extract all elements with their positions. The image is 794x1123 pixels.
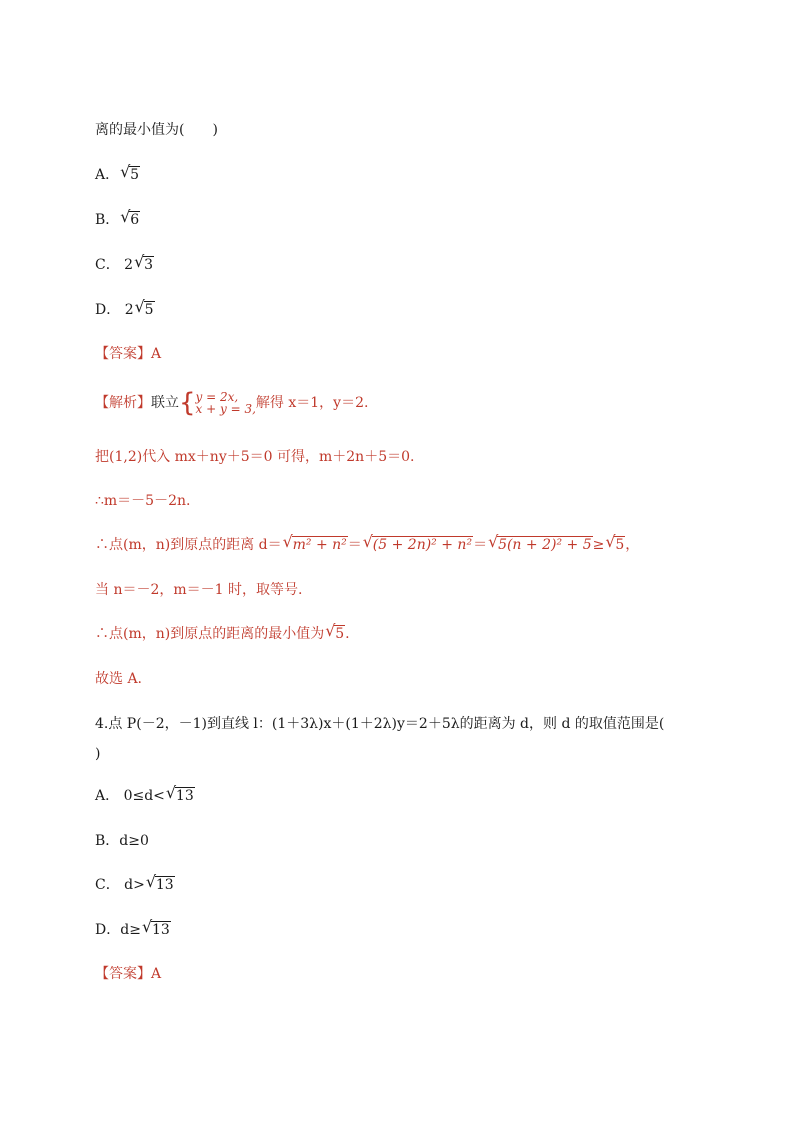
q3-choose: 故选 A. bbox=[95, 671, 143, 687]
radicand: 13 bbox=[175, 788, 194, 804]
option-prefix: d≥0 bbox=[119, 833, 149, 849]
q3-m-expression: ∴m＝－5－2n. bbox=[95, 493, 191, 509]
sqrt: √ (5 + 2n)² + n² bbox=[362, 532, 473, 553]
sqrt: √ 5 bbox=[134, 297, 154, 318]
option-letter: B． bbox=[95, 833, 120, 849]
q3-option-c bbox=[95, 252, 154, 275]
option-coef: 2 bbox=[124, 302, 134, 318]
minimum-lead: ∴点(m，n)到原点的距离的最小值为 bbox=[95, 626, 325, 642]
q3-option-d bbox=[95, 297, 155, 320]
radicand: 6 bbox=[130, 212, 140, 228]
option-letter: A． bbox=[95, 788, 120, 804]
answer-tag: 【答案】 bbox=[95, 346, 151, 362]
option-letter: A． bbox=[95, 167, 120, 183]
option-letter: B． bbox=[95, 212, 120, 228]
q4-stem-line-1: 4.点 P(－2，－1)到直线 l：(1＋3λ)x＋(1＋2λ)y＝2＋5λ的距离为 d，则 d 的取值范围是( bbox=[95, 716, 665, 732]
distance-end: ， bbox=[625, 537, 640, 553]
sqrt: √ 6 bbox=[120, 207, 140, 228]
answer-tag: 【答案】 bbox=[95, 966, 151, 982]
sqrt: √ 13 bbox=[165, 783, 194, 804]
q4-option-b bbox=[95, 831, 149, 851]
option-prefix: d> bbox=[124, 877, 145, 893]
q4-stem-line-2: ) bbox=[95, 746, 101, 762]
option-prefix: 0≤d< bbox=[123, 788, 165, 804]
answer-value: A bbox=[151, 966, 162, 982]
brace-icon: { bbox=[179, 388, 196, 418]
sqrt: √ 3 bbox=[134, 252, 154, 273]
minimum-end: . bbox=[345, 626, 350, 642]
analysis-lead: 联立 bbox=[151, 395, 179, 411]
q3-answer bbox=[95, 344, 161, 364]
sqrt: √ 13 bbox=[145, 872, 174, 893]
q4-option-a bbox=[95, 783, 195, 806]
q3-distance-line: ∴点(m，n)到原点的距离 d＝ √ m² + n²＝ √ (5 + 2n)² + n²＝ √ 5(n + 2)² + 5≥ √ 5， bbox=[95, 532, 640, 553]
system-line-1: y = 2x, bbox=[195, 390, 239, 404]
system-line-2: x + y = 3, bbox=[195, 402, 256, 416]
q3-analysis-line bbox=[95, 388, 368, 418]
q4-option-c bbox=[95, 872, 175, 895]
radicand: (5 + 2n)² + n² bbox=[372, 537, 473, 553]
radicand: m² + n² bbox=[292, 537, 347, 553]
q3-option-a bbox=[95, 162, 140, 185]
sqrt: √ 5 bbox=[120, 162, 140, 183]
option-letter: C． bbox=[95, 257, 120, 273]
ge-sign: ≥ bbox=[592, 537, 605, 553]
solve-text: 解得 x＝1，y＝2. bbox=[255, 395, 369, 411]
sqrt: √ m² + n² bbox=[282, 532, 347, 553]
sqrt: √ 5(n + 2)² + 5 bbox=[488, 532, 592, 553]
q3-equality-condition: 当 n＝－2，m＝－1 时，取等号. bbox=[95, 582, 303, 598]
sqrt: √ 13 bbox=[141, 917, 170, 938]
q3-stem-tail: 离的最小值为( ) bbox=[95, 122, 218, 138]
option-prefix: d≥ bbox=[120, 922, 141, 938]
distance-lead: ∴点(m，n)到原点的距离 d＝ bbox=[95, 537, 282, 553]
radicand: 13 bbox=[155, 877, 174, 893]
analysis-tag: 【解析】 bbox=[95, 395, 151, 411]
q4-answer bbox=[95, 964, 161, 984]
q3-option-b bbox=[95, 207, 140, 230]
sqrt: √ 5 bbox=[605, 532, 625, 553]
equation-system bbox=[196, 391, 256, 415]
radicand: 5 bbox=[130, 167, 140, 183]
sqrt: √ 5 bbox=[325, 621, 345, 642]
radicand: 13 bbox=[151, 922, 170, 938]
radicand: 5 bbox=[615, 537, 625, 553]
option-letter: D． bbox=[95, 922, 121, 938]
q4-option-d bbox=[95, 917, 171, 940]
radicand: 5(n + 2)² + 5 bbox=[498, 537, 592, 553]
q3-substitution: 把(1,2)代入 mx＋ny＋5＝0 可得，m＋2n＋5＝0. bbox=[95, 449, 415, 465]
option-letter: C． bbox=[95, 877, 120, 893]
q3-minimum-line bbox=[95, 621, 350, 644]
option-letter: D． bbox=[95, 302, 121, 318]
radicand: 5 bbox=[144, 302, 154, 318]
radicand: 5 bbox=[335, 626, 345, 642]
option-coef: 2 bbox=[124, 257, 134, 273]
answer-value: A bbox=[151, 346, 162, 362]
radicand: 3 bbox=[144, 257, 154, 273]
